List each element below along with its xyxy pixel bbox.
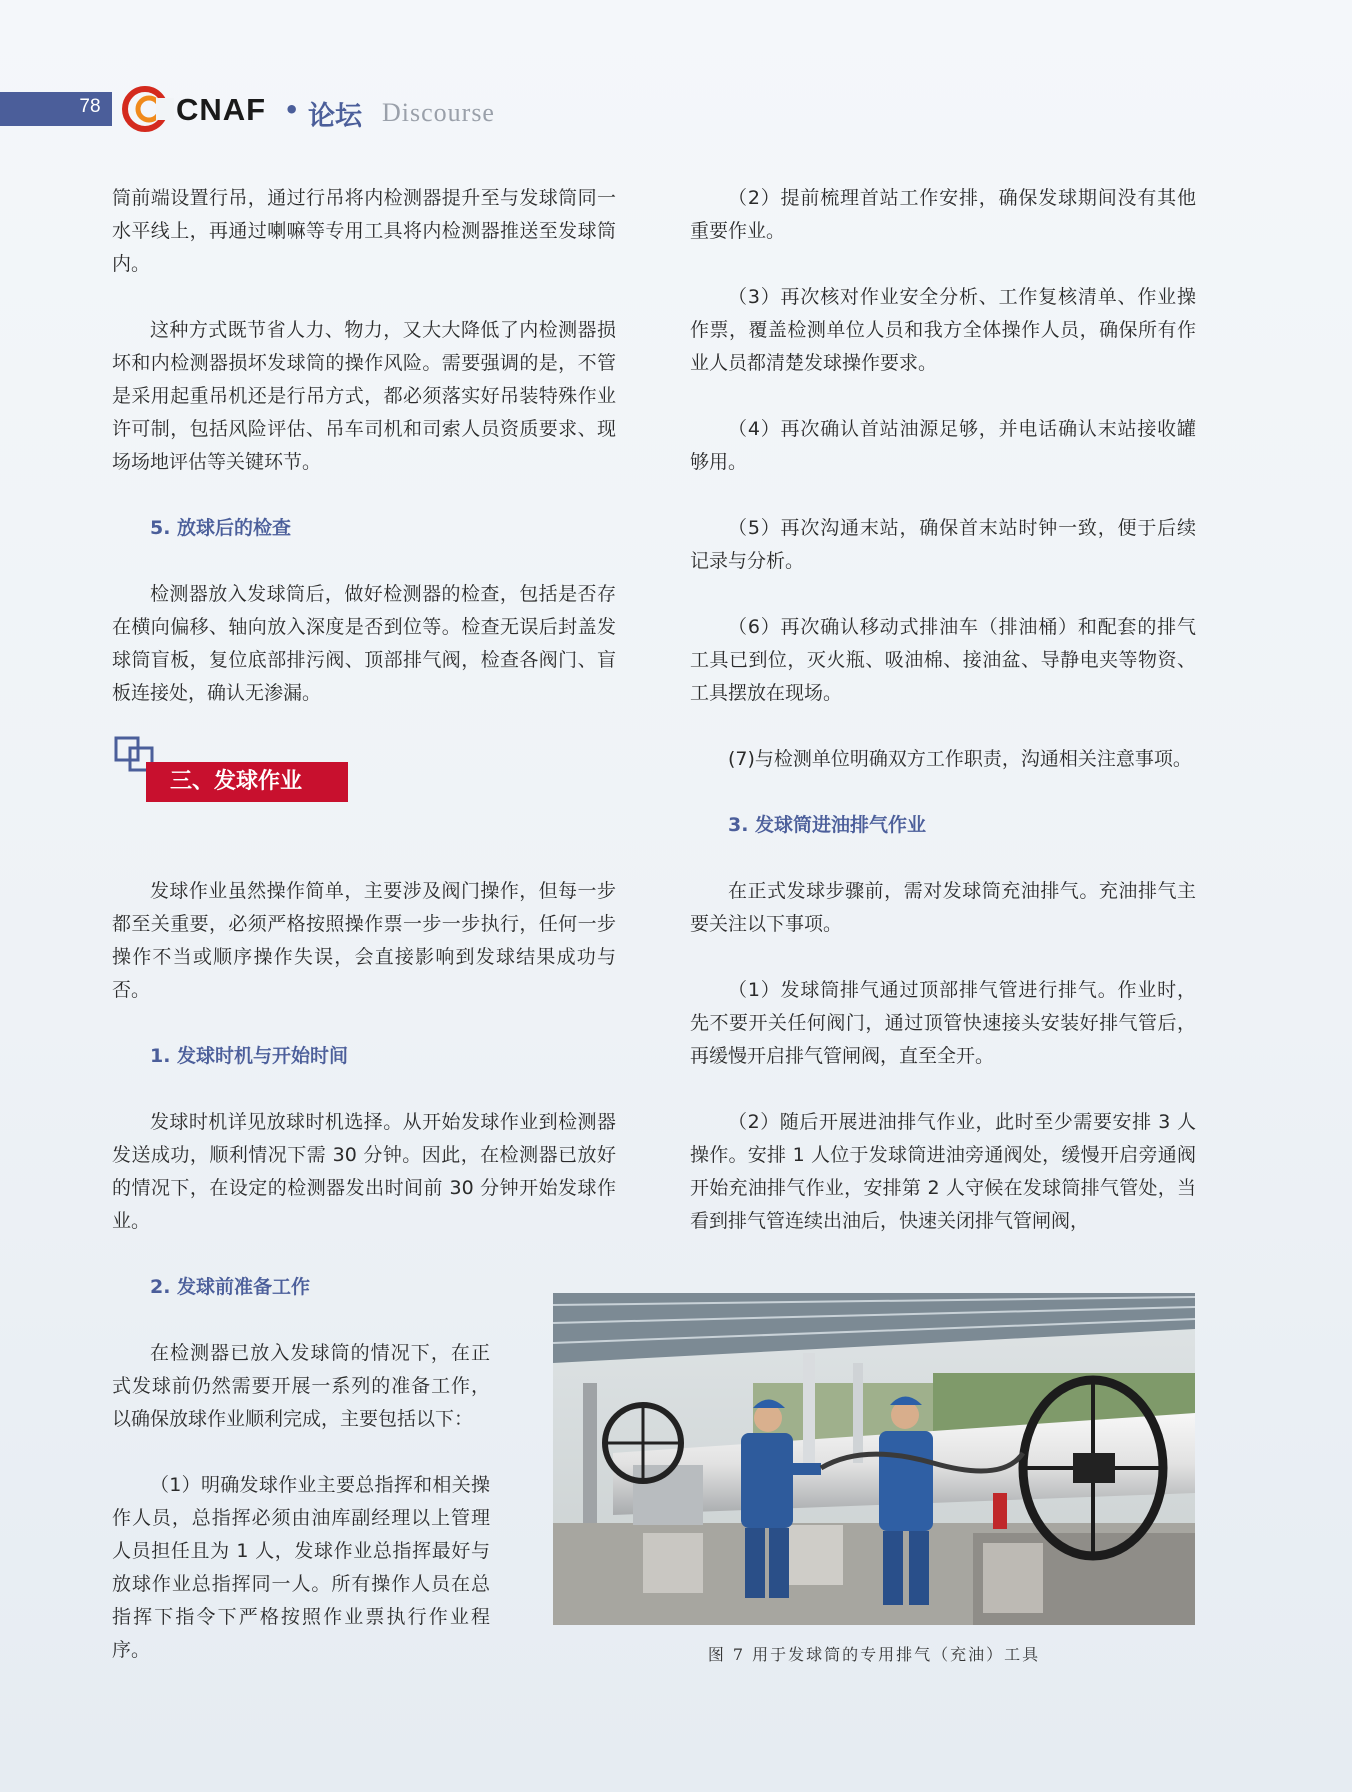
section-title: 三、发球作业: [146, 762, 348, 802]
paragraph: （6）再次确认移动式排油车（排油桶）和配套的排气工具已到位，灭火瓶、吸油棉、接油盆、导静电夹等物资、工具摆放在现场。: [690, 616, 1196, 704]
subheading-5: 5. 放球后的检查: [150, 517, 292, 539]
brand-name: CNAF: [176, 92, 267, 127]
paragraph: 在检测器已放入发球筒的情况下，在正式发球前仍然需要开展一系列的准备工作，以确保放球作业顺利完成，主要包括以下：: [112, 1342, 490, 1430]
figure-photo: [553, 1293, 1195, 1625]
section-name: 论坛: [308, 101, 362, 132]
paragraph: 筒前端设置行吊，通过行吊将内检测器提升至与发球筒同一水平线上，再通过喇嘛等专用工具将内检测器推送至发球筒内。: [112, 187, 616, 275]
paragraph: （1）明确发球作业主要总指挥和相关操作人员，总指挥必须由油库副经理以上管理人员担任且为 1 人，发球作业总指挥最好与放球作业总指挥同一人。所有操作人员在总指挥下指令下严格按照作业票执行作业程序。: [112, 1474, 490, 1661]
paragraph: （4）再次确认首站油源足够，并电话确认末站接收罐够用。: [690, 418, 1196, 473]
subheading-2: 2. 发球前准备工作: [150, 1276, 311, 1298]
right-column: [690, 182, 1196, 1238]
cnaf-logo-icon: [122, 86, 174, 132]
paragraph: （2）提前梳理首站工作安排，确保发球期间没有其他重要作业。: [690, 187, 1196, 242]
paragraph: 这种方式既节省人力、物力，又大大降低了内检测器损坏和内检测器损坏发球筒的操作风险。需要强调的是，不管是采用起重吊机还是行吊方式，都必须落实好吊装特殊作业许可制，包括风险评估、吊车司机和司索人员资质要求、现场场地评估等关键环节。: [112, 319, 616, 473]
paragraph: （5）再次沟通末站，确保首末站时钟一致，便于后续记录与分析。: [690, 517, 1196, 572]
section-name-en: Discourse: [382, 98, 495, 127]
subheading-3: 3. 发球筒进油排气作业: [728, 814, 927, 836]
paragraph: 在正式发球步骤前，需对发球筒充油排气。充油排气主要关注以下事项。: [690, 880, 1196, 935]
paragraph: 发球时机详见放球时机选择。从开始发球作业到检测器发送成功，顺利情况下需 30 分钟。因此，在检测器已放好的情况下，在设定的检测器发出时间前 30 分钟开始发球作业。: [112, 1111, 616, 1232]
subheading-1: 1. 发球时机与开始时间: [150, 1045, 349, 1067]
left-column: [112, 182, 616, 1667]
paragraph: 检测器放入发球筒后，做好检测器的检查，包括是否存在横向偏移、轴向放入深度是否到位等。检查无误后封盖发球筒盲板，复位底部排污阀、顶部排气阀，检查各阀门、盲板连接处，确认无渗漏。: [112, 583, 616, 704]
figure-caption: 图 7 用于发球筒的专用排气（充油）工具: [707, 1645, 1041, 1664]
paragraph: （1）发球筒排气通过顶部排气管进行排气。作业时，先不要开关任何阀门，通过顶管快速接头安装好排气管后，再缓慢开启排气管闸阀，直至全开。: [690, 979, 1196, 1067]
page-number: 78: [79, 96, 101, 117]
paragraph: 发球作业虽然操作简单，主要涉及阀门操作，但每一步都至关重要，必须严格按照操作票一步一步执行，任何一步操作不当或顺序操作失误，会直接影响到发球结果成功与否。: [112, 880, 616, 1001]
paragraph: （3）再次核对作业安全分析、工作复核清单、作业操作票，覆盖检测单位人员和我方全体操作人员，确保所有作业人员都清楚发球操作要求。: [690, 286, 1196, 374]
paragraph: （2）随后开展进油排气作业，此时至少需要安排 3 人操作。安排 1 人位于发球筒进油旁通阀处，缓慢开启旁通阀开始充油排气作业，安排第 2 人守候在发球筒排气管处，当看到排气管连续出油后，快速关闭排气管闸阀，: [690, 1111, 1196, 1232]
separator-dot: •: [284, 96, 300, 124]
paragraph: (7)与检测单位明确双方工作职责，沟通相关注意事项。: [728, 748, 1192, 770]
